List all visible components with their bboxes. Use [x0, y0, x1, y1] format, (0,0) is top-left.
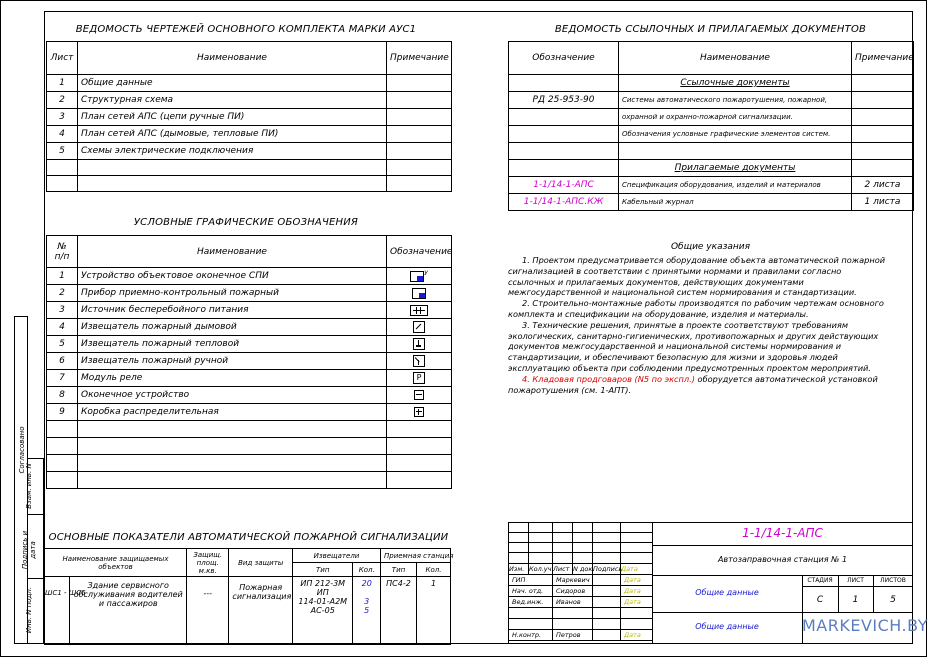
side-stamp-approved: Согласовано — [18, 426, 26, 474]
table-row: 8 Оконечное устройство — [47, 387, 452, 404]
side-stamp-replaced: Взам. инв. N — [25, 463, 33, 509]
ref-code: РД 25-953-90 — [509, 92, 619, 109]
col-designation: Обозначение — [509, 42, 619, 75]
stamp-stage-h: СТАДИЯ — [807, 577, 833, 584]
stamp-sheets: 5 — [890, 595, 896, 605]
stamp-sheet-name: Общие данные — [695, 588, 759, 597]
table-row: охранной и охранно-пожарной сигнализации. — [509, 109, 914, 126]
manual-call-point-icon — [413, 355, 425, 367]
stamp-sheets-h: ЛИСТОВ — [880, 577, 906, 584]
drawings-list-table — [46, 41, 452, 192]
table-row: Нач. отд. Сидоров Дата — [509, 586, 653, 597]
h-kind: Вид защиты — [229, 549, 293, 577]
revision-table — [508, 522, 653, 641]
col-designation: Обозначение — [387, 236, 452, 268]
object-name: Здание сервисного обслуживания водителей и пассажиров — [70, 577, 187, 645]
spi-label: У — [424, 270, 428, 277]
detector-qty — [356, 588, 377, 597]
ref-section: Ссылочные документы — [619, 75, 852, 92]
table-row: РД 25-953-90 Системы автоматического пожаротушения, пожарной, — [509, 92, 914, 109]
station-type: ПС4-2 — [380, 577, 416, 645]
station-qty: 1 — [417, 577, 451, 645]
indicators-title: ОСНОВНЫЕ ПОКАЗАТЕЛИ АВТОМАТИЧЕСКОЙ ПОЖАРНОЙ СИГНАЛИЗАЦИИ — [48, 532, 449, 543]
h-change: Изм. — [509, 564, 529, 575]
stamp-sheet: 1 — [852, 595, 859, 605]
detector-type: 114-01-А2М — [298, 597, 348, 606]
heat-detector-icon — [413, 338, 425, 350]
table-row: 4 Извещатель пожарный дымовой — [47, 319, 452, 336]
note-paragraph: 2. Строительно-монтажные работы производятся по рабочим чертежам основного комплекта и спецификации на оборудование, изделия и материалы. — [508, 298, 884, 319]
h-st-type: Тип — [380, 563, 416, 577]
table-row: 3 Источник бесперебойного питания — [47, 302, 452, 319]
att-section: Прилагаемые документы — [619, 160, 852, 177]
table-row: 1-1/14-1-АПС.КЖ Кабельный журнал 1 листа — [509, 194, 914, 211]
spi-terminal-icon — [410, 271, 424, 282]
table-row: 6 Извещатель пожарный ручной — [47, 353, 452, 370]
table-row: 3 План сетей АПС (цепи ручные ПИ) — [47, 109, 452, 126]
col-number: № п/п — [47, 236, 78, 268]
table-row: 1 Устройство объектовое оконечное СПИ $^У$ — [47, 268, 452, 285]
note-paragraph: 1. Проектом предусматривается оборудование объекта автоматической пожарной сигнализацией в соответствии с принятыми нормами и правилами согласно ссылочных и прилагаемых документов, действующих документами межгосударственной и национальной систем нормирования и стандартизации. — [508, 255, 886, 298]
control-panel-icon — [412, 288, 426, 299]
stamp-stage: С — [816, 595, 824, 605]
references-table — [508, 41, 914, 211]
h-doc: N док. — [573, 565, 595, 573]
smoke-detector-icon — [413, 321, 425, 333]
note-highlight: 4. Кладовая продговаров (N5 по экспл.) — [522, 373, 695, 384]
stamp-sheet-h: ЛИСТ — [847, 577, 864, 584]
table-row: Н.контр. Петров Дата — [509, 630, 653, 641]
notes-title: Общие указания — [670, 242, 751, 252]
table-row: Обозначения условные графические элементов систем. — [509, 126, 914, 143]
relay-module-icon: Р — [413, 372, 425, 384]
h-det-qty: Кол. — [353, 563, 381, 577]
h-detectors: Извещатели — [293, 549, 381, 563]
detector-type: АС-05 — [310, 606, 335, 615]
detector-qty: 5 — [364, 606, 370, 615]
stamp-object: Автозаправочная станция № 1 — [717, 555, 848, 564]
col-note: Примечание — [387, 42, 452, 75]
general-notes — [508, 255, 891, 395]
col-note: Примечание — [852, 42, 914, 75]
detector-type: ИП — [316, 588, 329, 597]
table-row: 1-1/14-1-АПС Спецификация оборудования, изделий и материалов 2 листа — [509, 177, 914, 194]
loop-code: ШС1 - ШС6 — [45, 577, 70, 645]
col-sheet: Лист — [47, 42, 78, 75]
h-date: Дата — [621, 564, 653, 575]
detector-qty: 20 — [361, 579, 372, 588]
h-protected-objects: Наименование защищаемых объектов — [45, 549, 187, 577]
h-sign: Подпись — [593, 565, 623, 573]
col-name: Наименование — [78, 42, 387, 75]
h-det-type: Тип — [293, 563, 353, 577]
table-row: Вед.инж. Иванов Дата — [509, 597, 653, 608]
table-row: 5 Извещатель пожарный тепловой — [47, 336, 452, 353]
side-stamp-sign: Подпись и дата — [21, 530, 37, 570]
h-qty: Кол.уч. — [529, 565, 554, 573]
note-paragraph: 4. Кладовая продговаров (N5 по экспл.) оборудуется автоматической установкой пожаротушения (см. 1-АПТ). — [508, 373, 878, 395]
h-sheet: Лист — [553, 564, 573, 575]
table-row: 4 План сетей АПС (дымовые, тепловые ПИ) — [47, 126, 452, 143]
object-area: --- — [187, 577, 229, 645]
att-code: 1-1/14-1-АПС.КЖ — [509, 194, 619, 211]
detector-qty: 3 — [364, 597, 370, 606]
table-row: 9 Коробка распределительная — [47, 404, 452, 421]
h-station: Приемная станция — [380, 549, 450, 563]
table-row — [45, 577, 451, 645]
side-stamp-inventory: Инв. N подл. — [25, 586, 33, 634]
side-stamp — [14, 316, 44, 644]
table-row: 1 Общие данные — [47, 75, 452, 92]
end-device-icon — [414, 390, 424, 400]
drawings-list-title: ВЕДОМОСТЬ ЧЕРТЕЖЕЙ ОСНОВНОГО КОМПЛЕКТА МАРКИ АУС1 — [75, 24, 417, 35]
stamp-code: 1-1/14-1-АПС — [742, 526, 823, 540]
junction-box-icon — [414, 407, 424, 417]
protection-kind: Пожарная сигнализация — [229, 577, 293, 645]
symbols-title: УСЛОВНЫЕ ГРАФИЧЕСКИЕ ОБОЗНАЧЕНИЯ — [133, 217, 359, 228]
ups-icon — [410, 305, 428, 316]
table-row: 2 Структурная схема — [47, 92, 452, 109]
table-row: 7 Модуль реле Р — [47, 370, 452, 387]
references-title: ВЕДОМОСТЬ ССЫЛОЧНЫХ И ПРИЛАГАЕМЫХ ДОКУМЕНТОВ — [554, 24, 867, 35]
att-code: 1-1/14-1-АПС — [509, 177, 619, 194]
symbols-table — [46, 235, 452, 489]
h-area: Защищ. площ. м.кв. — [187, 549, 229, 577]
brand-watermark: MARKEVICH.BY — [802, 616, 928, 635]
col-name: Наименование — [619, 42, 852, 75]
indicators-table — [44, 548, 454, 645]
table-row: ГИП Маркевич Дата — [509, 575, 653, 586]
col-name: Наименование — [78, 236, 387, 268]
detector-type: ИП 212-3М — [300, 579, 346, 588]
stamp-drawing-name: Общие данные — [695, 622, 759, 631]
note-paragraph: 3. Технические решения, принятые в проекте соответствуют требованиям экологических, санитарно-гигиенических, противопожарных и других действующих документов межгосударственной и национальной системы нормирования и стандартизации, и обеспечивают безопасную для жизни и здоровья людей эксплуатацию объекта при соблюдении предусмотренных проектом мероприятий. — [508, 319, 879, 373]
h-st-qty: Кол. — [417, 563, 451, 577]
table-row: 2 Прибор приемно-контрольный пожарный — [47, 285, 452, 302]
table-row: 5 Схемы электрические подключения — [47, 143, 452, 160]
